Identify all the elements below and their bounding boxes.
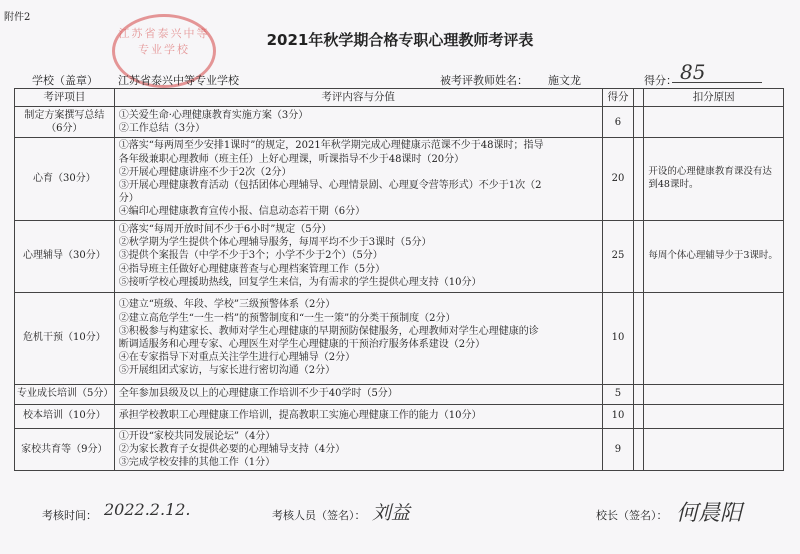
row-score: 25 (602, 220, 634, 292)
header-reason: 扣分原因 (644, 89, 784, 107)
table-row (15, 428, 784, 471)
content-line: ④在专家指导下对重点关注学生进行心理辅导（2分） (118, 352, 356, 364)
content-line: ②工作总结（3分） (118, 123, 206, 135)
content-line: ②为家长教育子女提供必要的心理辅导支持（4分） (118, 443, 346, 455)
table-row (15, 292, 784, 384)
row-reason: 开设的心理健康教育课没有达到48课时。 (644, 138, 784, 220)
row-item: 心育（30分） (15, 138, 115, 220)
row-item: 家校共育等（9分） (15, 428, 115, 471)
content-line: 各年级兼职心理教师（班主任）上好心理课，听课指导不少于48课时（20分） (118, 153, 465, 165)
table-row (15, 384, 784, 404)
school-name: 江苏省泰兴中等专业学校 (118, 74, 239, 87)
row-item: 心理辅导（30分） (15, 220, 115, 292)
score-underline (672, 82, 762, 83)
content-line: ③提供个案报告（中学不少于3个；小学不少于2个）（5分） (118, 250, 383, 262)
row-score: 10 (602, 404, 634, 428)
content-line: ①建立“班级、年段、学校”三级预警体系（2分） (118, 299, 336, 311)
row-spacer (634, 404, 644, 428)
teacher-name: 施文龙 (548, 74, 581, 87)
row-score: 5 (602, 384, 634, 404)
row-content (114, 404, 602, 428)
content-line: ②秋学期为学生提供个体心理辅导服务，每周平均不少于3课时（5分） (118, 237, 432, 249)
header-item: 考评项目 (15, 89, 115, 107)
content-line: ①落实“每两周至少安排1课时”的规定，2021年秋学期完成心理健康示范课不少于48课时；指导 (118, 140, 544, 152)
row-reason: 每周个体心理辅导少于3课时。 (644, 220, 784, 292)
table-header-row (15, 89, 784, 107)
row-content (114, 384, 602, 404)
page-title: 2021年秋学期合格专职心理教师考评表 (266, 31, 534, 49)
content-line: ④指导班主任做好心理健康普查与心理档案管理工作（5分） (118, 263, 386, 275)
attachment-label: 附件2 (4, 12, 31, 23)
row-content (114, 107, 602, 138)
date-handwritten: 2022.2.12. (104, 500, 191, 519)
row-reason (644, 292, 784, 384)
content-line: ①落实“每周开放时间不少于6小时”规定（5分） (118, 224, 332, 236)
row-reason (644, 384, 784, 404)
content-line: ⑤接听学校心理援助热线，回复学生来信，为有需求的学生提供心理支持（10分） (118, 276, 482, 288)
row-content (114, 292, 602, 384)
row-spacer (634, 107, 644, 138)
evaluation-table (14, 88, 784, 471)
row-score: 6 (602, 107, 634, 138)
row-content (114, 138, 602, 220)
row-score: 10 (602, 292, 634, 384)
principal-signature: 何晨阳 (676, 501, 743, 526)
content-line: ③开展心理健康教育活动（包括团体心理辅导、心理情景剧、心理夏令营等形式）不少于1次（2 (118, 179, 542, 191)
row-reason (644, 404, 784, 428)
table-row (15, 404, 784, 428)
row-reason (644, 107, 784, 138)
row-item: 专业成长培训（5分） (15, 384, 115, 404)
teacher-label: 被考评教师姓名： (440, 74, 528, 87)
table-row (15, 138, 784, 220)
row-score: 20 (602, 138, 634, 220)
row-spacer (634, 220, 644, 292)
content-line: ③积极参与构建家长、教师对学生心理健康的早期预防保健服务，心理教师对学生心理健康的诊 (118, 325, 539, 337)
school-label: 学校（盖章） (32, 74, 98, 87)
content-line: ①关爱生命·心理健康教育实施方案（3分） (118, 110, 309, 121)
row-item: 危机干预（10分） (15, 292, 115, 384)
seal-text: 江苏省泰兴中等专业学校 (118, 27, 210, 56)
score-label: 得分： (644, 74, 677, 87)
content-line: 分） (118, 193, 139, 205)
examiner-signature: 刘益 (372, 502, 411, 524)
header-content: 考评内容与分值 (114, 89, 602, 107)
date-label: 考核时间： (42, 509, 97, 522)
total-score-handwritten: 85 (680, 60, 706, 84)
row-spacer (634, 384, 644, 404)
row-content (114, 428, 602, 471)
table-row (15, 107, 784, 138)
row-spacer (634, 292, 644, 384)
row-spacer (634, 428, 644, 471)
row-content (114, 220, 602, 292)
content-line: ④编印心理健康教育宣传小报、信息动态若干期（6分） (118, 206, 366, 218)
content-line: ②建立高危学生“一生一档”的预警制度和“一生一策”的分类干预制度（2分） (118, 312, 456, 324)
row-item: 校本培训（10分） (15, 404, 115, 428)
header-score: 得分 (602, 89, 634, 107)
row-reason (644, 428, 784, 471)
principal-label: 校长（签名）： (596, 509, 668, 522)
content-line: ①开设“家校共同发展论坛”（4分） (118, 430, 276, 442)
header-spacer (634, 89, 644, 107)
content-line: ②开展心理健康讲座不少于2次（2分） (118, 166, 292, 178)
content-line: 断调适服务和心理专家、心理医生对学生心理健康的干预治疗服务体系建设（2分） (118, 339, 486, 350)
row-item: 制定方案撰写总结（6分） (15, 107, 115, 138)
content-line: 全年参加县级及以上的心理健康工作培训不少于40学时（5分） (118, 388, 398, 400)
table-row (15, 220, 784, 292)
row-spacer (634, 138, 644, 220)
content-line: 承担学校教职工心理健康工作培训，提高教职工实施心理健康工作的能力（10分） (118, 410, 482, 422)
content-line: ⑤开展组团式家访，与家长进行密切沟通（2分） (118, 365, 336, 377)
content-line: ③完成学校安排的其他工作（1分） (118, 456, 276, 468)
examiner-label: 考核人员（签名）： (272, 509, 366, 522)
row-score: 9 (602, 428, 634, 471)
